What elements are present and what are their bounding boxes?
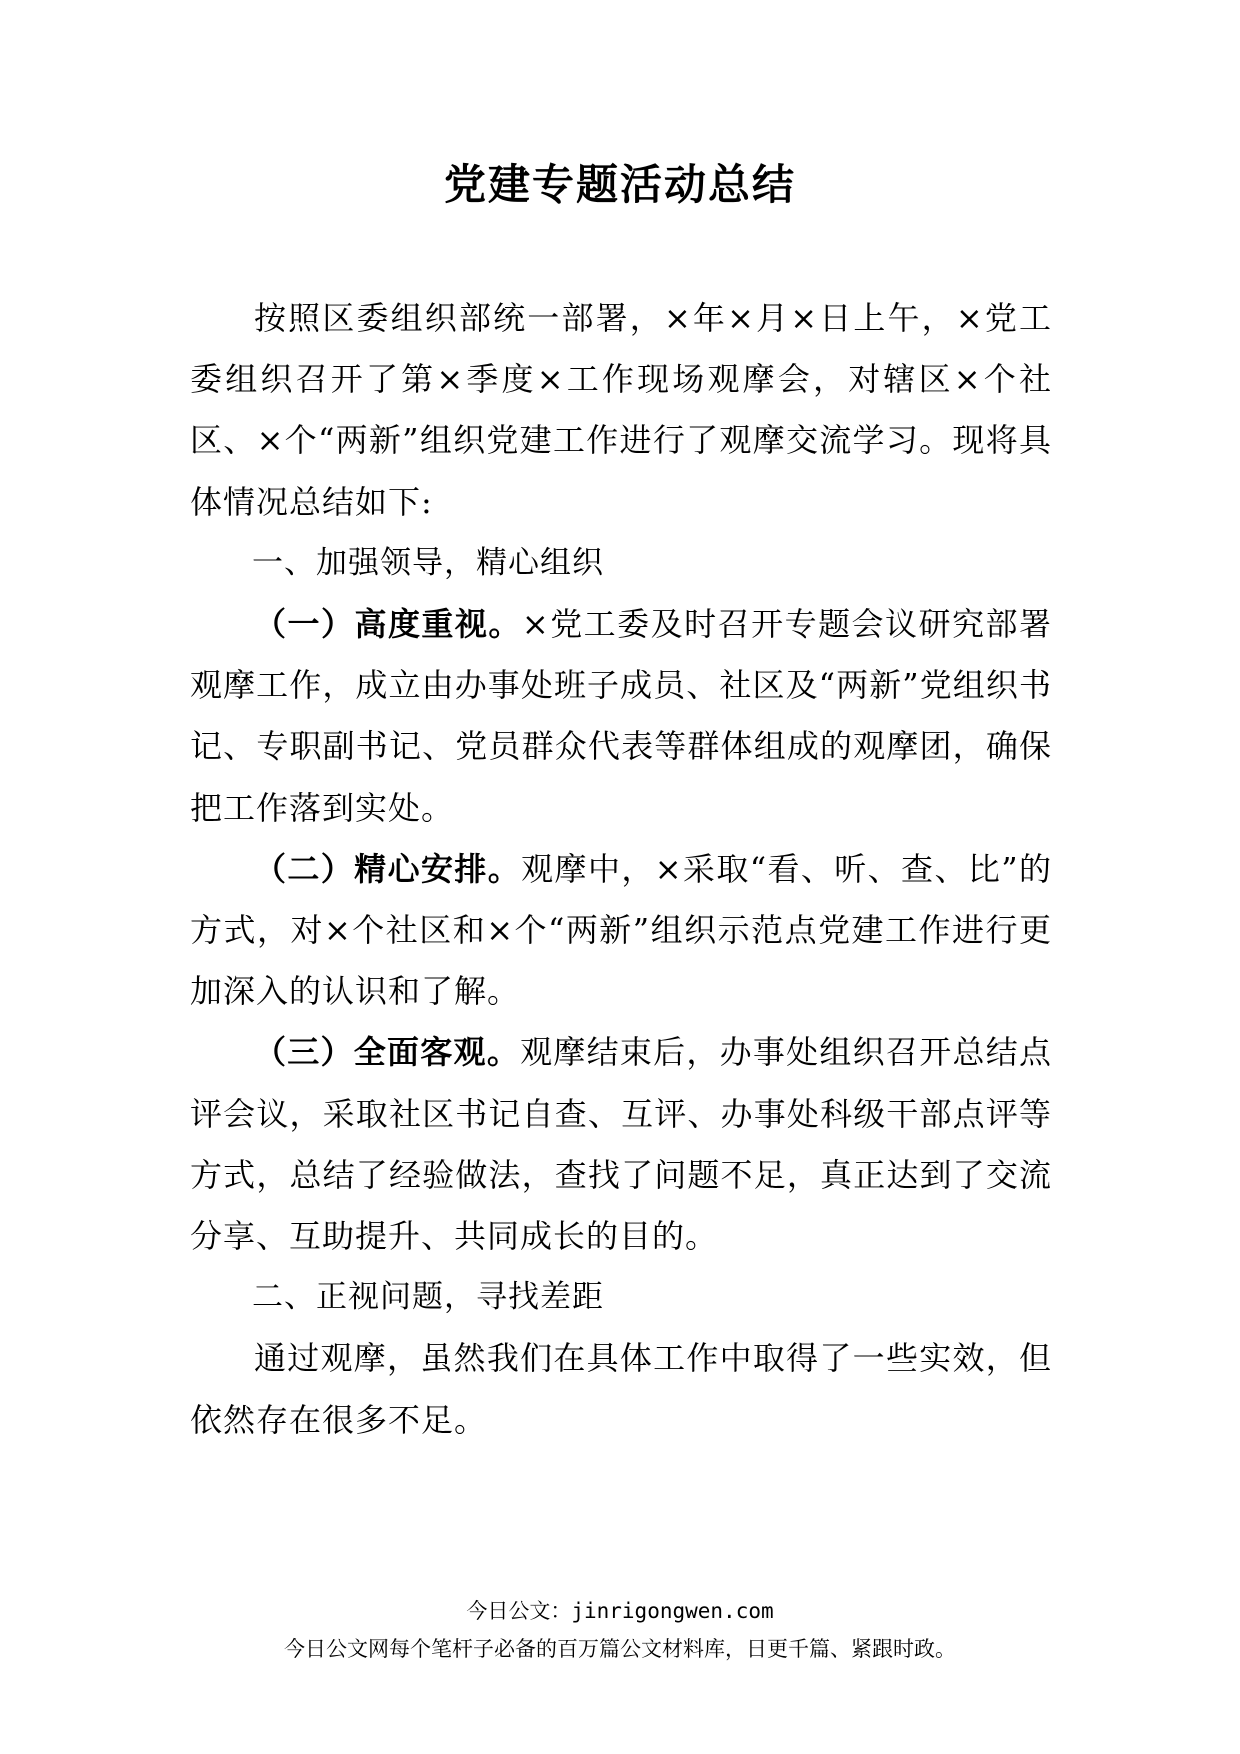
footer-site-label: 今日公文： — [466, 1599, 572, 1623]
item-1-label: （一）高度重视。 — [254, 605, 522, 644]
item-2-paragraph — [190, 839, 1052, 1023]
footer-slogan: 今日公文网每个笔杆子必备的百万篇公文材料库，日更千篇、紧跟时政。 — [284, 1637, 956, 1661]
item-1-text: ×党工委及时召开专题会议研究部署观摩工作，成立由办事处班子成员、社区及“两新”党组织书记、专职副书记、党员群众代表等群体组成的观摩团，确保把工作落到实处。 — [190, 605, 1052, 827]
item-2-text: 观摩中，×采取“看、听、查、比”的方式，对×个社区和×个“两新”组织示范点党建工作进行更加深入的认识和了解。 — [190, 849, 1052, 1011]
section-2-heading: 二、正视问题，寻找差距 — [252, 1279, 604, 1316]
document-body — [190, 288, 1052, 1451]
item-3-label: （三）全面客观。 — [254, 1033, 521, 1072]
section-1-heading: 一、加强领导，精心组织 — [252, 544, 604, 581]
footer-site-line — [0, 1596, 1240, 1626]
intro-paragraph: 按照区委组织部统一部署，×年×月×日上午，×党工委组织召开了第×季度×工作现场观摩会，对辖区×个社区、×个“两新”组织党建工作进行了观摩交流学习。现将具体情况总结如下: — [190, 299, 1052, 521]
document-title: 党建专题活动总结 — [443, 160, 796, 209]
footer-site-link[interactable]: jinrigongwen.com — [571, 1599, 774, 1623]
closing-paragraph: 通过观摩，虽然我们在具体工作中取得了一些实效，但依然存在很多不足。 — [190, 1339, 1052, 1439]
item-2-label: （二）精心安排。 — [254, 849, 522, 888]
item-3-paragraph — [190, 1022, 1052, 1267]
item-3-text: 观摩结束后，办事处组织召开总结点评会议，采取社区书记自查、互评、办事处科级干部点评等方式，总结了经验做法，查找了问题不足，真正达到了交流分享、互助提升、共同成长的目的。 — [190, 1033, 1052, 1256]
item-1-paragraph — [190, 594, 1052, 839]
